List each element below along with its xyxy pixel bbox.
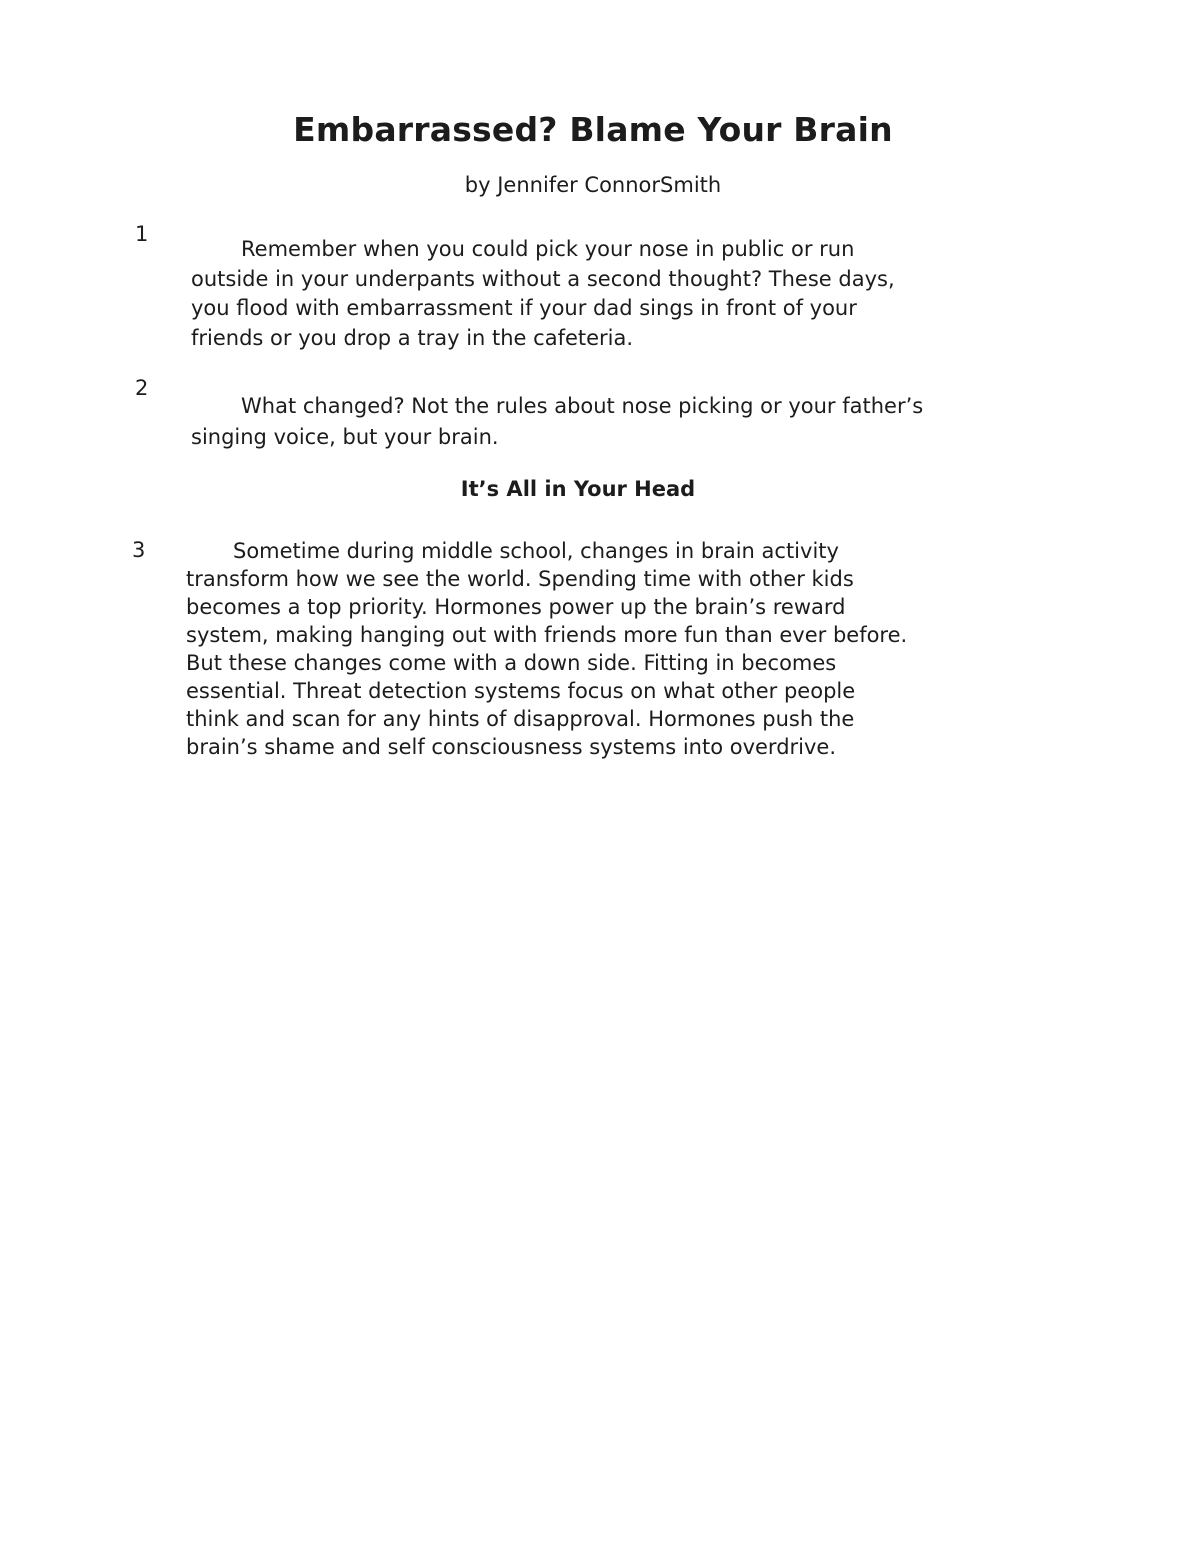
section-heading: It’s All in Your Head: [460, 477, 696, 501]
paragraph-2: [191, 391, 923, 453]
paragraph-line: system, making hanging out with friends more fun than ever before.: [186, 623, 908, 647]
paragraph-line: What changed? Not the rules about nose picking or your father’s: [241, 394, 924, 418]
paragraph-line: essential. Threat detection systems focus on what other people: [186, 679, 856, 703]
paragraph-line: friends or you drop a tray in the cafeteria.: [191, 325, 634, 350]
article-title: Embarrassed? Blame Your Brain: [293, 110, 893, 149]
paragraph-line: you flood with embarrassment if your dad sings in front of your: [191, 296, 857, 320]
paragraph-line: But these changes come with a down side. Fitting in becomes: [186, 651, 837, 675]
paragraph-line: think and scan for any hints of disapproval. Hormones push the: [186, 707, 855, 731]
article-byline: by Jennifer ConnorSmith: [464, 173, 722, 197]
paragraph-line: Remember when you could pick your nose in public or run: [241, 237, 855, 261]
paragraph-number-3: 3: [132, 538, 146, 562]
paragraph-3: [186, 537, 907, 761]
paragraph-line: outside in your underpants without a second thought? These days,: [191, 266, 895, 291]
paragraph-line: Sometime during middle school, changes in brain activity: [233, 539, 839, 563]
paragraph-1: [191, 235, 895, 353]
paragraph-number-1: 1: [135, 222, 149, 246]
paragraph-line: brain’s shame and self consciousness systems into overdrive.: [186, 735, 837, 759]
paragraph-line: becomes a top priority. Hormones power up the brain’s reward: [186, 595, 846, 619]
paragraph-line: singing voice, but your brain.: [191, 425, 499, 449]
paragraph-number-2: 2: [135, 376, 149, 400]
paragraph-line: transform how we see the world. Spending time with other kids: [186, 567, 854, 591]
